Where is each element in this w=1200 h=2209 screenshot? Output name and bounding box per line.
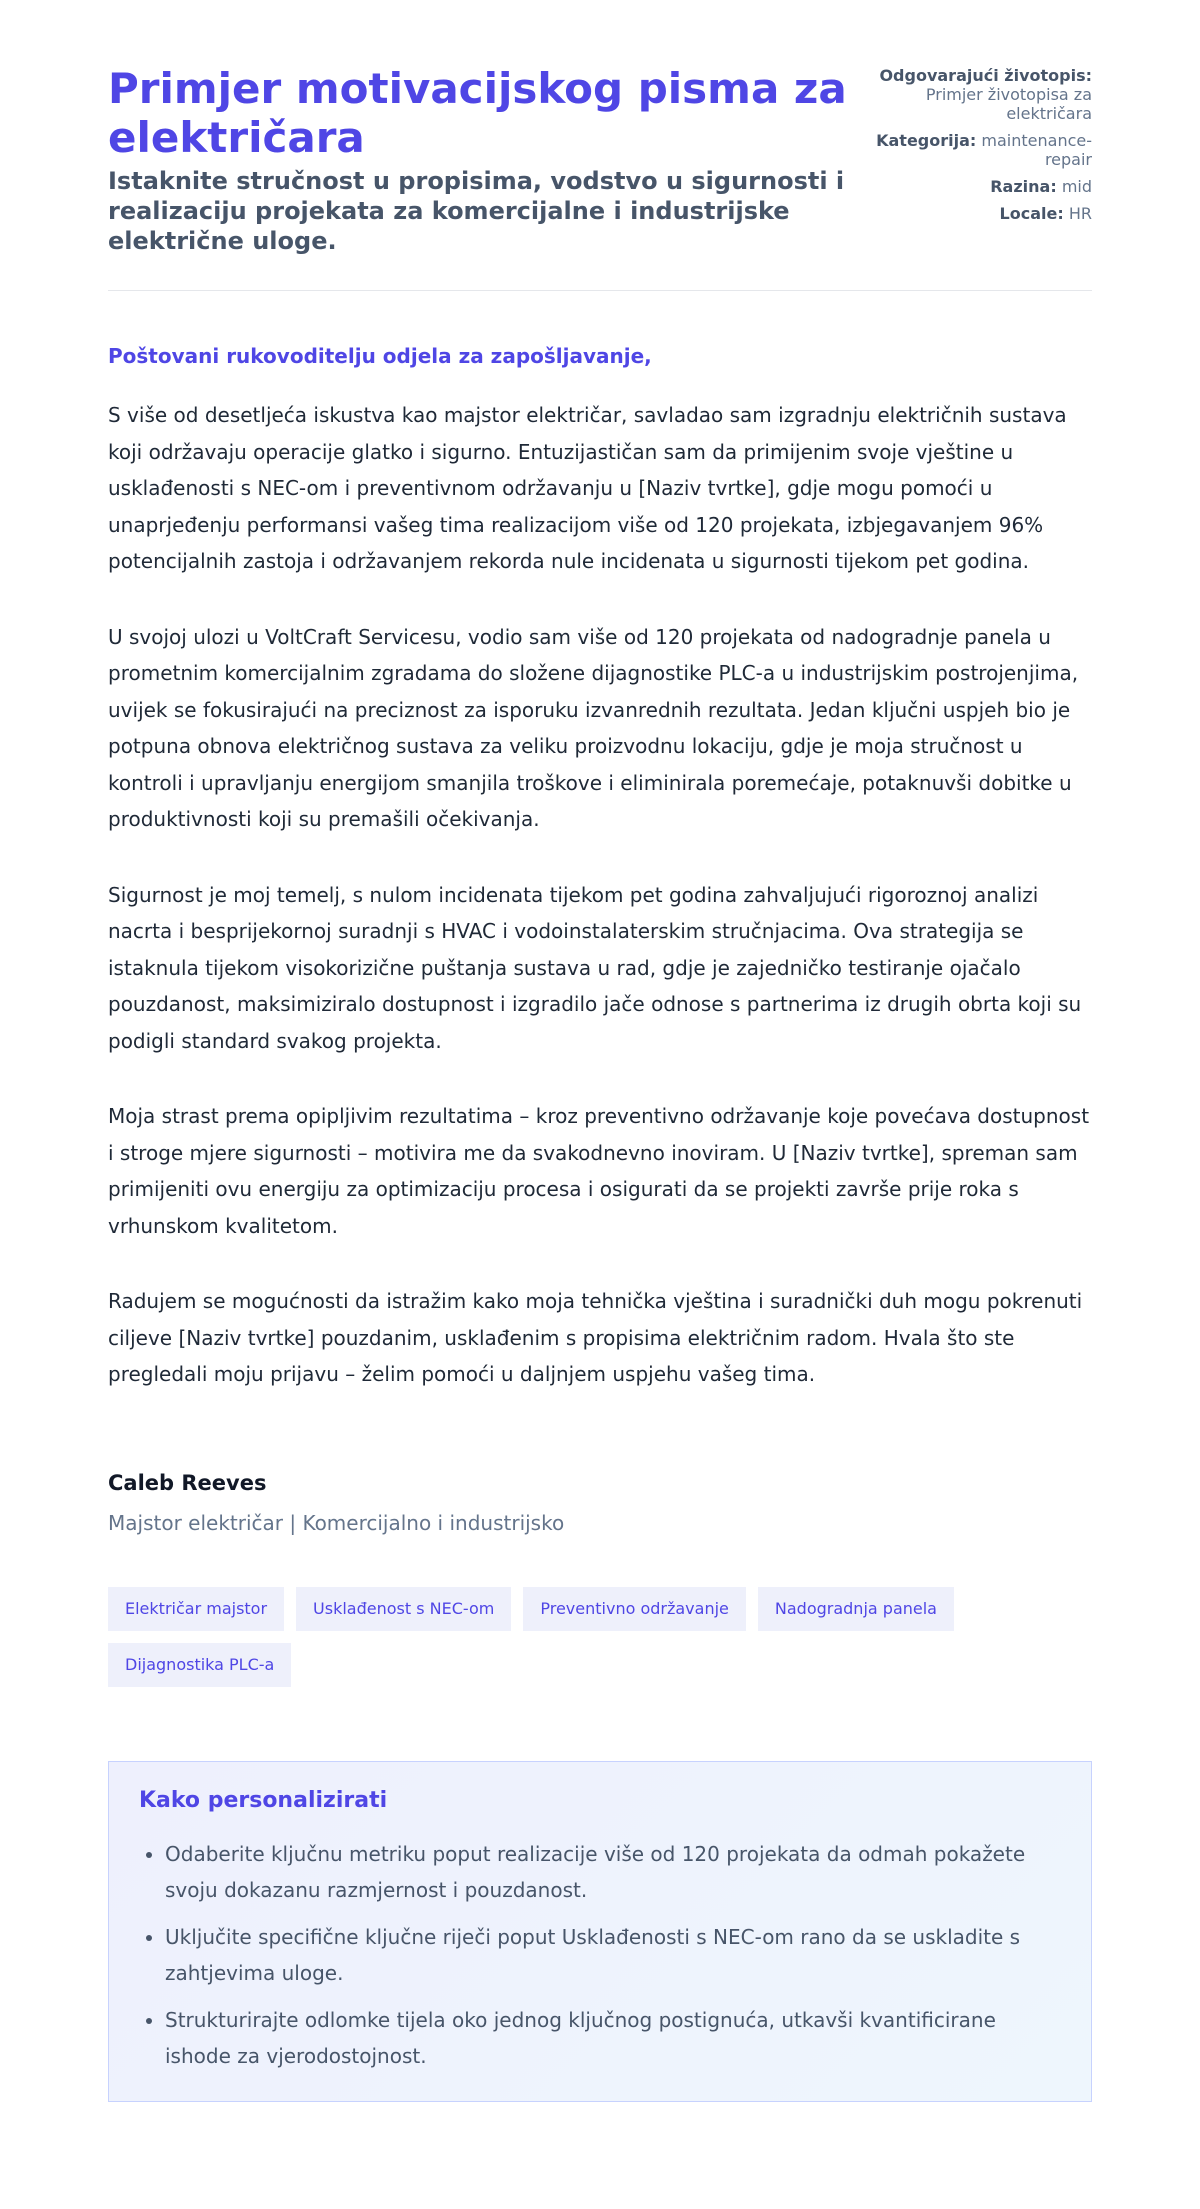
skill-tag: Usklađenost s NEC-om [296, 1587, 511, 1631]
meta-level [860, 177, 1092, 196]
page-subtitle: Istaknite stručnost u propisima, vodstvo u sigurnosti i realizaciju projekata za komercijalne i industrijske električne uloge. [108, 167, 845, 255]
signature-name: Caleb Reeves [108, 1470, 267, 1495]
signature-role: Majstor električar | Komercijalno i industrijsko [108, 1510, 565, 1535]
page-title: Primjer motivacijskog pisma za električara [108, 64, 847, 162]
meta-level-key: Razina: [990, 177, 1057, 196]
tips-list-item: • Uključite specifične ključne riječi poput Usklađenosti s NEC-om rano da se uskladite s zahtjevima uloge. [165, 1919, 1061, 1992]
letter-paragraph: Sigurnost je moj temelj, s nulom incidenata tijekom pet godina zahvaljujući rigoroznoj analizi nacrta i besprijekornoj suradnji s HVAC i vodoinstalaterskim stručnjacima. Ova strategija se istaknula tijekom visokorizične puštanja sustava u rad, gdje je zajedničko testiranje ojačalo pouzdanost, maksimiziralo dostupnost i izgradilo jače odnose s partnerima iz drugih obrta koji su podigli standard svakog projekta. [108, 882, 1082, 1053]
personalize-tips-box [108, 1761, 1092, 2102]
meta-resume-value: Primjer životopisa za električara [925, 85, 1092, 123]
meta-category-key: Kategorija: [876, 131, 977, 150]
tips-list-item: • Odaberite ključnu metriku poput realizacije više od 120 projekata da odmah pokažete svoju dokazanu razmjernost i pouzdanost. [165, 1836, 1061, 1909]
meta-category-value: maintenance-repair [981, 131, 1092, 169]
header-titles [108, 64, 848, 256]
skill-tag: Nadogradnja panela [758, 1587, 954, 1631]
meta-locale [860, 204, 1092, 223]
letter-paragraph: S više od desetljeća iskustva kao majstor električar, savladao sam izgradnju električnih sustava koji održavaju operacije glatko i sigurno. Entuzijastičan sam da primijenim svoje vještine u usklađenosti s NEC-om i preventivnom održavanju u [Naziv tvrtke], gdje mogu pomoći u unaprjeđenju performansi vašeg tima realizacijom više od 120 projekata, izbjegavanjem 96% potencijalnih zastoja i održavanjem rekorda nule incidenata u sigurnosti tijekom pet godina. [108, 403, 1067, 573]
meta-resume [860, 66, 1092, 123]
tips-title: Kako personalizirati [139, 1787, 388, 1813]
meta-panel [860, 64, 1092, 231]
tips-list [139, 1836, 1061, 2075]
meta-category [860, 131, 1092, 169]
letter-paragraph: Moja strast prema opipljivim rezultatima – kroz preventivno održavanje koje povećava dostupnost i stroge mjere sigurnosti – motivira me da svakodnevno inoviram. U [Naziv tvrtke], spreman sam primijeniti ovu energiju za optimizaciju procesa i osigurati da se projekti završe prije roka s vrhunskom kvalitetom. [108, 1104, 1090, 1238]
meta-locale-key: Locale: [999, 204, 1064, 223]
page-header [108, 64, 1092, 291]
letter-body [108, 343, 1092, 1537]
tips-list-item: • Strukturirajte odlomke tijela oko jednog ključnog postignuća, utkavši kvantificirane ishode za vjerodostojnost. [165, 2002, 1061, 2075]
meta-locale-value: HR [1068, 204, 1092, 223]
letter-paragraph: Radujem se mogućnosti da istražim kako moja tehnička vještina i suradnički duh mogu pokrenuti ciljeve [Naziv tvrtke] pouzdanim, usklađenim s propisima električnim radom. Hvala što ste pregledali moju prijavu – želim pomoći u daljnjem uspjehu vašeg tima. [108, 1289, 1083, 1386]
skill-tag: Električar majstor [108, 1587, 284, 1631]
letter-greeting: Poštovani rukovoditelju odjela za zapošljavanje, [108, 344, 652, 368]
meta-resume-key: Odgovarajući životopis: [879, 66, 1092, 85]
skill-tags [108, 1587, 1092, 1687]
skill-tag: Dijagnostika PLC-a [108, 1643, 291, 1687]
meta-level-value: mid [1061, 177, 1092, 196]
letter-paragraph: U svojoj ulozi u VoltCraft Servicesu, vodio sam više od 120 projekata od nadogradnje panela u prometnim komercijalnim zgradama do složene dijagnostike PLC-a u industrijskim postrojenjima, uvijek se fokusirajući na preciznost za isporuku izvanrednih rezultata. Jedan ključni uspjeh bio je potpuna obnova električnog sustava za veliku proizvodnu lokaciju, gdje je moja stručnost u kontroli i upravljanju energijom smanjila troškove i eliminirala poremećaje, potaknuvši dobitke u produktivnosti koji su premašili očekivanja. [108, 624, 1079, 831]
skill-tag: Preventivno održavanje [523, 1587, 746, 1631]
